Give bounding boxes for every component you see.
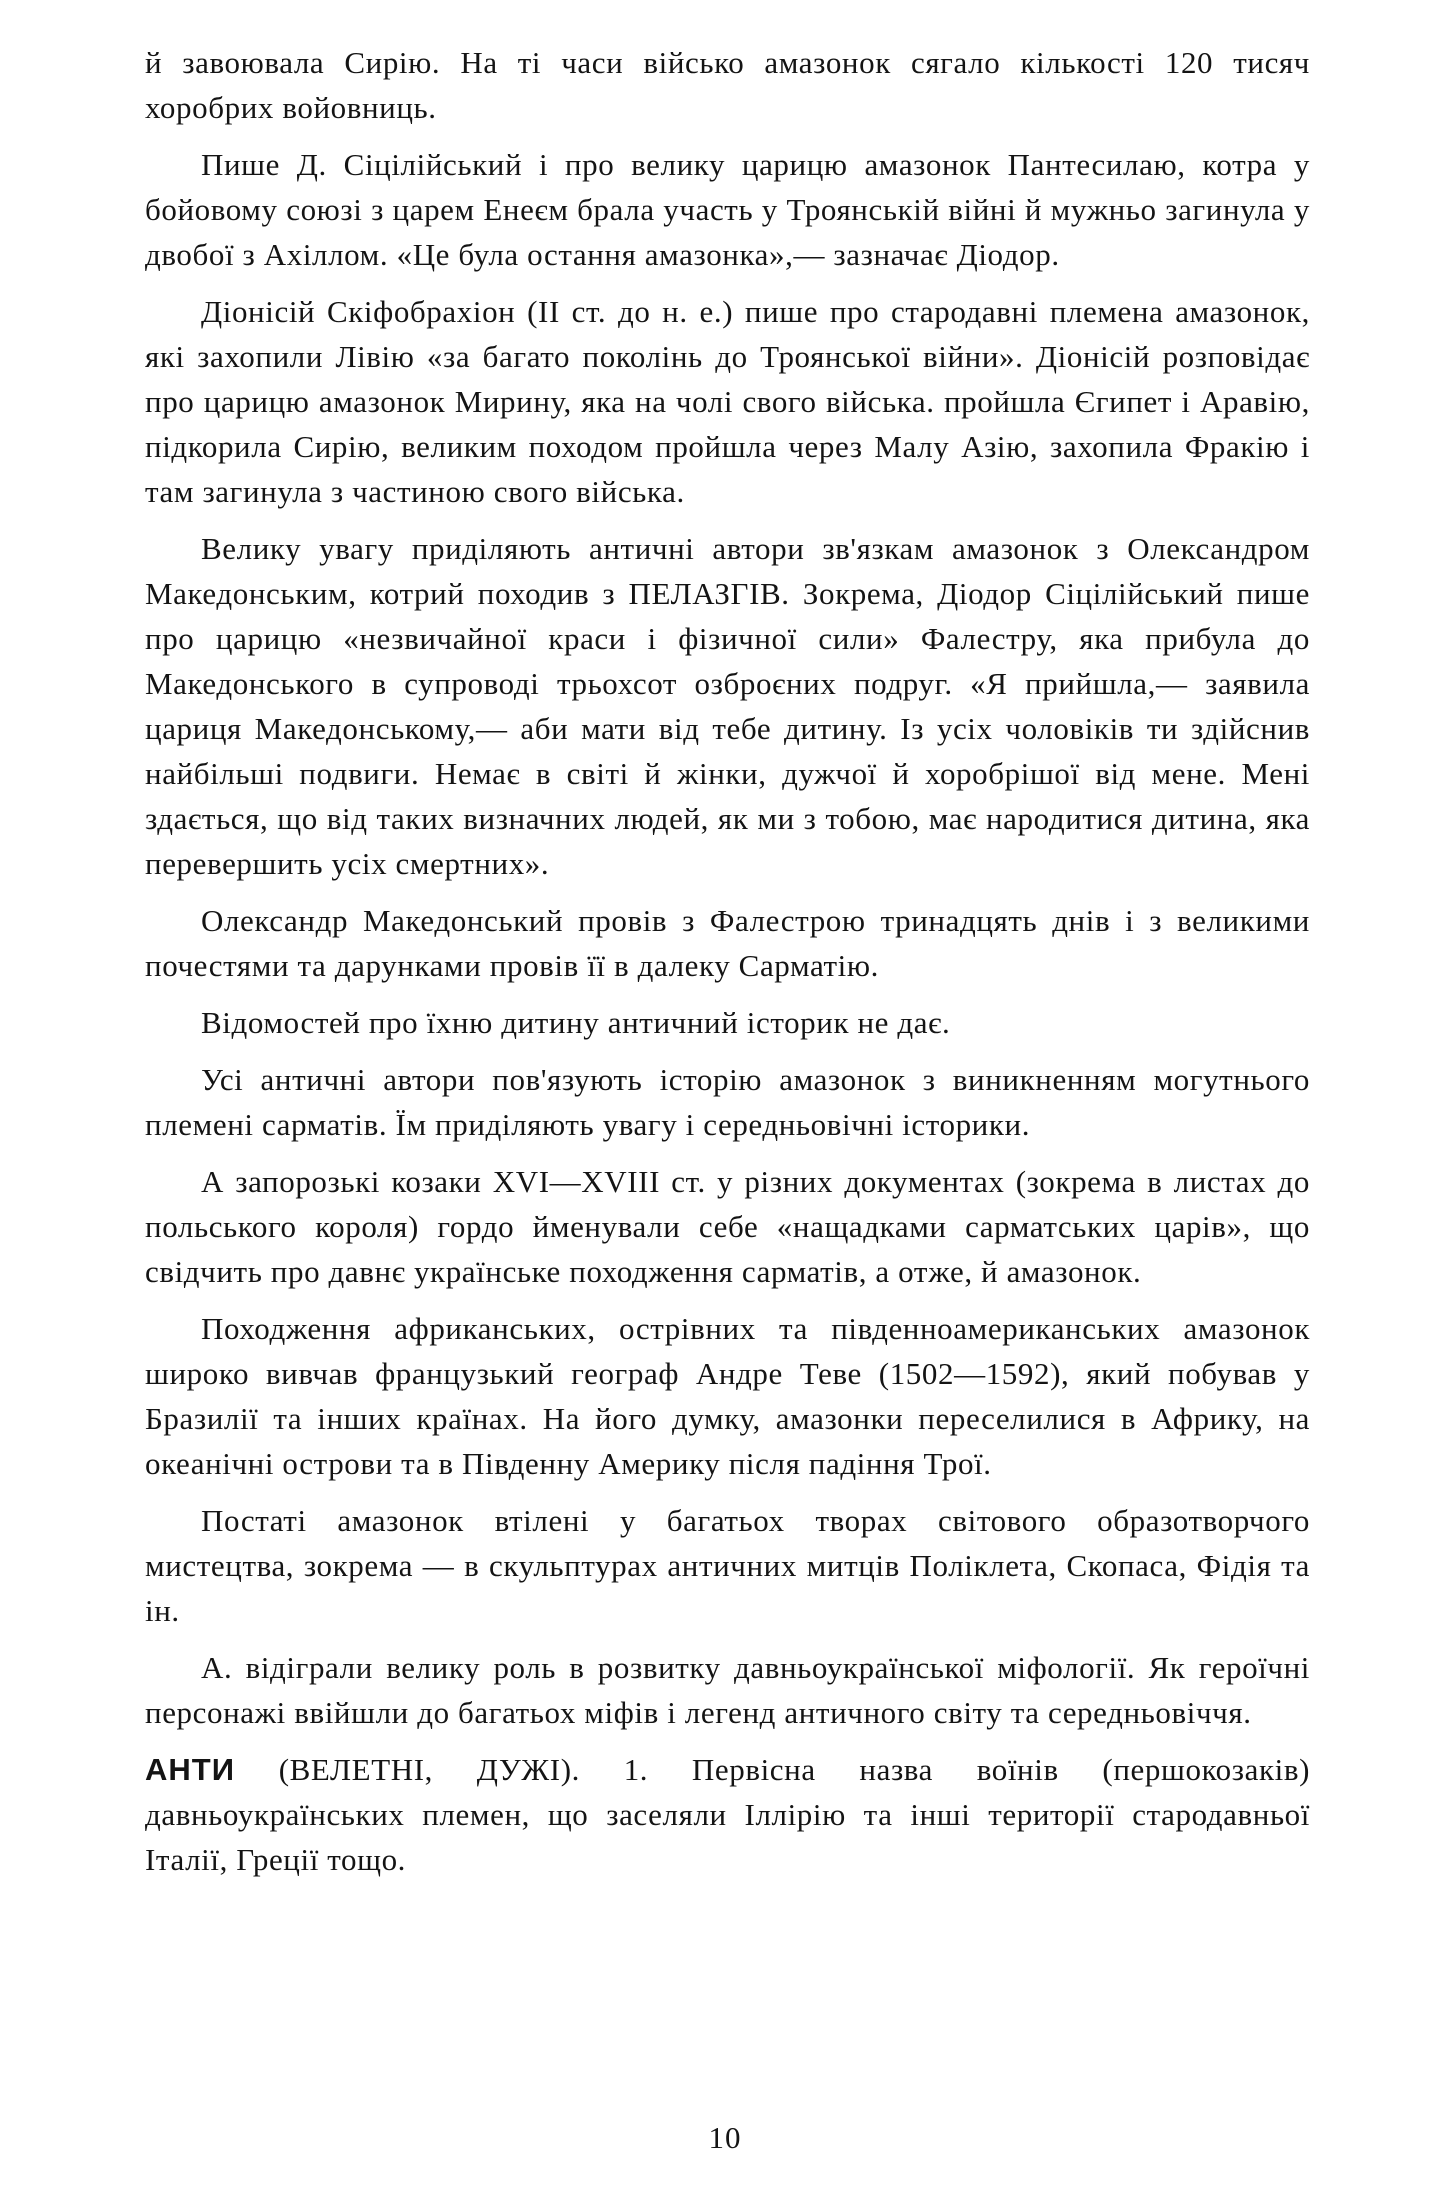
paragraph-falestra: Олександр Македонський провів з Фалестрою тринадцять днів і з великими почестями та дарунками провів її в далеку Сарматію.: [145, 903, 1310, 983]
paragraph-theve: Походження африканських, острівних та південноамериканських амазонок широко вивчав французький географ Андре Теве (1502—1592), який побував у Бразилії та інших країнах. На його думку, амазонки переселилися в Африку, на океанічні острови та в Південну Америку після падіння Трої.: [145, 1311, 1310, 1481]
page-number: 10: [708, 2120, 742, 2155]
paragraph-child: Відомостей про їхню дитину античний історик не дає.: [201, 1005, 951, 1040]
dictionary-entry: [145, 1747, 1310, 1882]
paragraph-art: Постаті амазонок втілені у багатьох творах світового образотворчого мистецтва, зокрема — в скульптурах античних митців Поліклета, Скопаса, Фідія та ін.: [145, 1503, 1310, 1628]
paragraph-alexander: Велику увагу приділяють античні автори зв'язкам амазонок з Олександром Македонським, котрий походив з ПЕЛАЗГІВ. Зокрема, Діодор Сіцілійський пише про царицю «незвичайної краси і фізичної сили» Фалестру, яка прибула до Македонського в супроводі трьохсот озброєних подруг. «Я прийшла,— заявила цариця Македонському,— аби мати від тебе дитину. Із усіх чоловіків ти здійснив найбільші подвиги. Немає в світі й жінки, дужчої й хоробрішої від мене. Мені здається, що від таких визначних людей, як ми з тобою, має народитися дитина, яка перевершить усіх смертних».: [145, 531, 1310, 881]
paragraph-dionysius: Діонісій Скіфобрахіон (II ст. до н. е.) пише про стародавні племена амазонок, які захопили Лівію «за багато поколінь до Троянської війни». Діонісій розповідає про царицю амазонок Мирину, яка на чолі свого війська. пройшла Єгипет і Аравію, підкорила Сирію, великим походом пройшла через Малу Азію, захопила Фракію і там загинула з частиною свого війська.: [145, 294, 1310, 509]
paragraph-sarmatians: Усі античні автори пов'язують історію амазонок з виникненням могутнього племені сарматів. Їм приділяють увагу і середньовічні історики.: [145, 1062, 1310, 1142]
paragraph-continuation: й завоювала Сирію. На ті часи військо амазонок сягало кількості 120 тисяч хоробрих войовниць.: [145, 45, 1310, 125]
paragraph-cossacks: А запорозькі козаки XVI—XVIII ст. у різних документах (зокрема в листах до польського короля) гордо йменували себе «нащадками сарматських царів», що свідчить про давнє українське походження сарматів, а отже, й амазонок.: [145, 1164, 1310, 1289]
page-body: [145, 40, 1310, 1894]
paragraph-mythology: А. відіграли велику роль в розвитку давньоукраїнської міфології. Як героїчні персонажі ввійшли до багатьох міфів і легенд античного світу та середньовіччя.: [145, 1650, 1310, 1730]
entry-term: АНТИ: [145, 1752, 235, 1787]
entry-text: (ВЕЛЕТНІ, ДУЖІ). 1. Первісна назва воїнів (першокозаків) давньоукраїнських племен, що заселяли Іллірію та інші території стародавньої Італії, Греції тощо.: [145, 1752, 1310, 1877]
paragraph-penthesilea: Пише Д. Сіцілійський і про велику царицю амазонок Пантесилаю, котра у бойовому союзі з царем Енеєм брала участь у Троянській війні й мужньо загинула у двобої з Ахіллом. «Це була остання амазонка»,— зазначає Діодор.: [145, 147, 1310, 272]
